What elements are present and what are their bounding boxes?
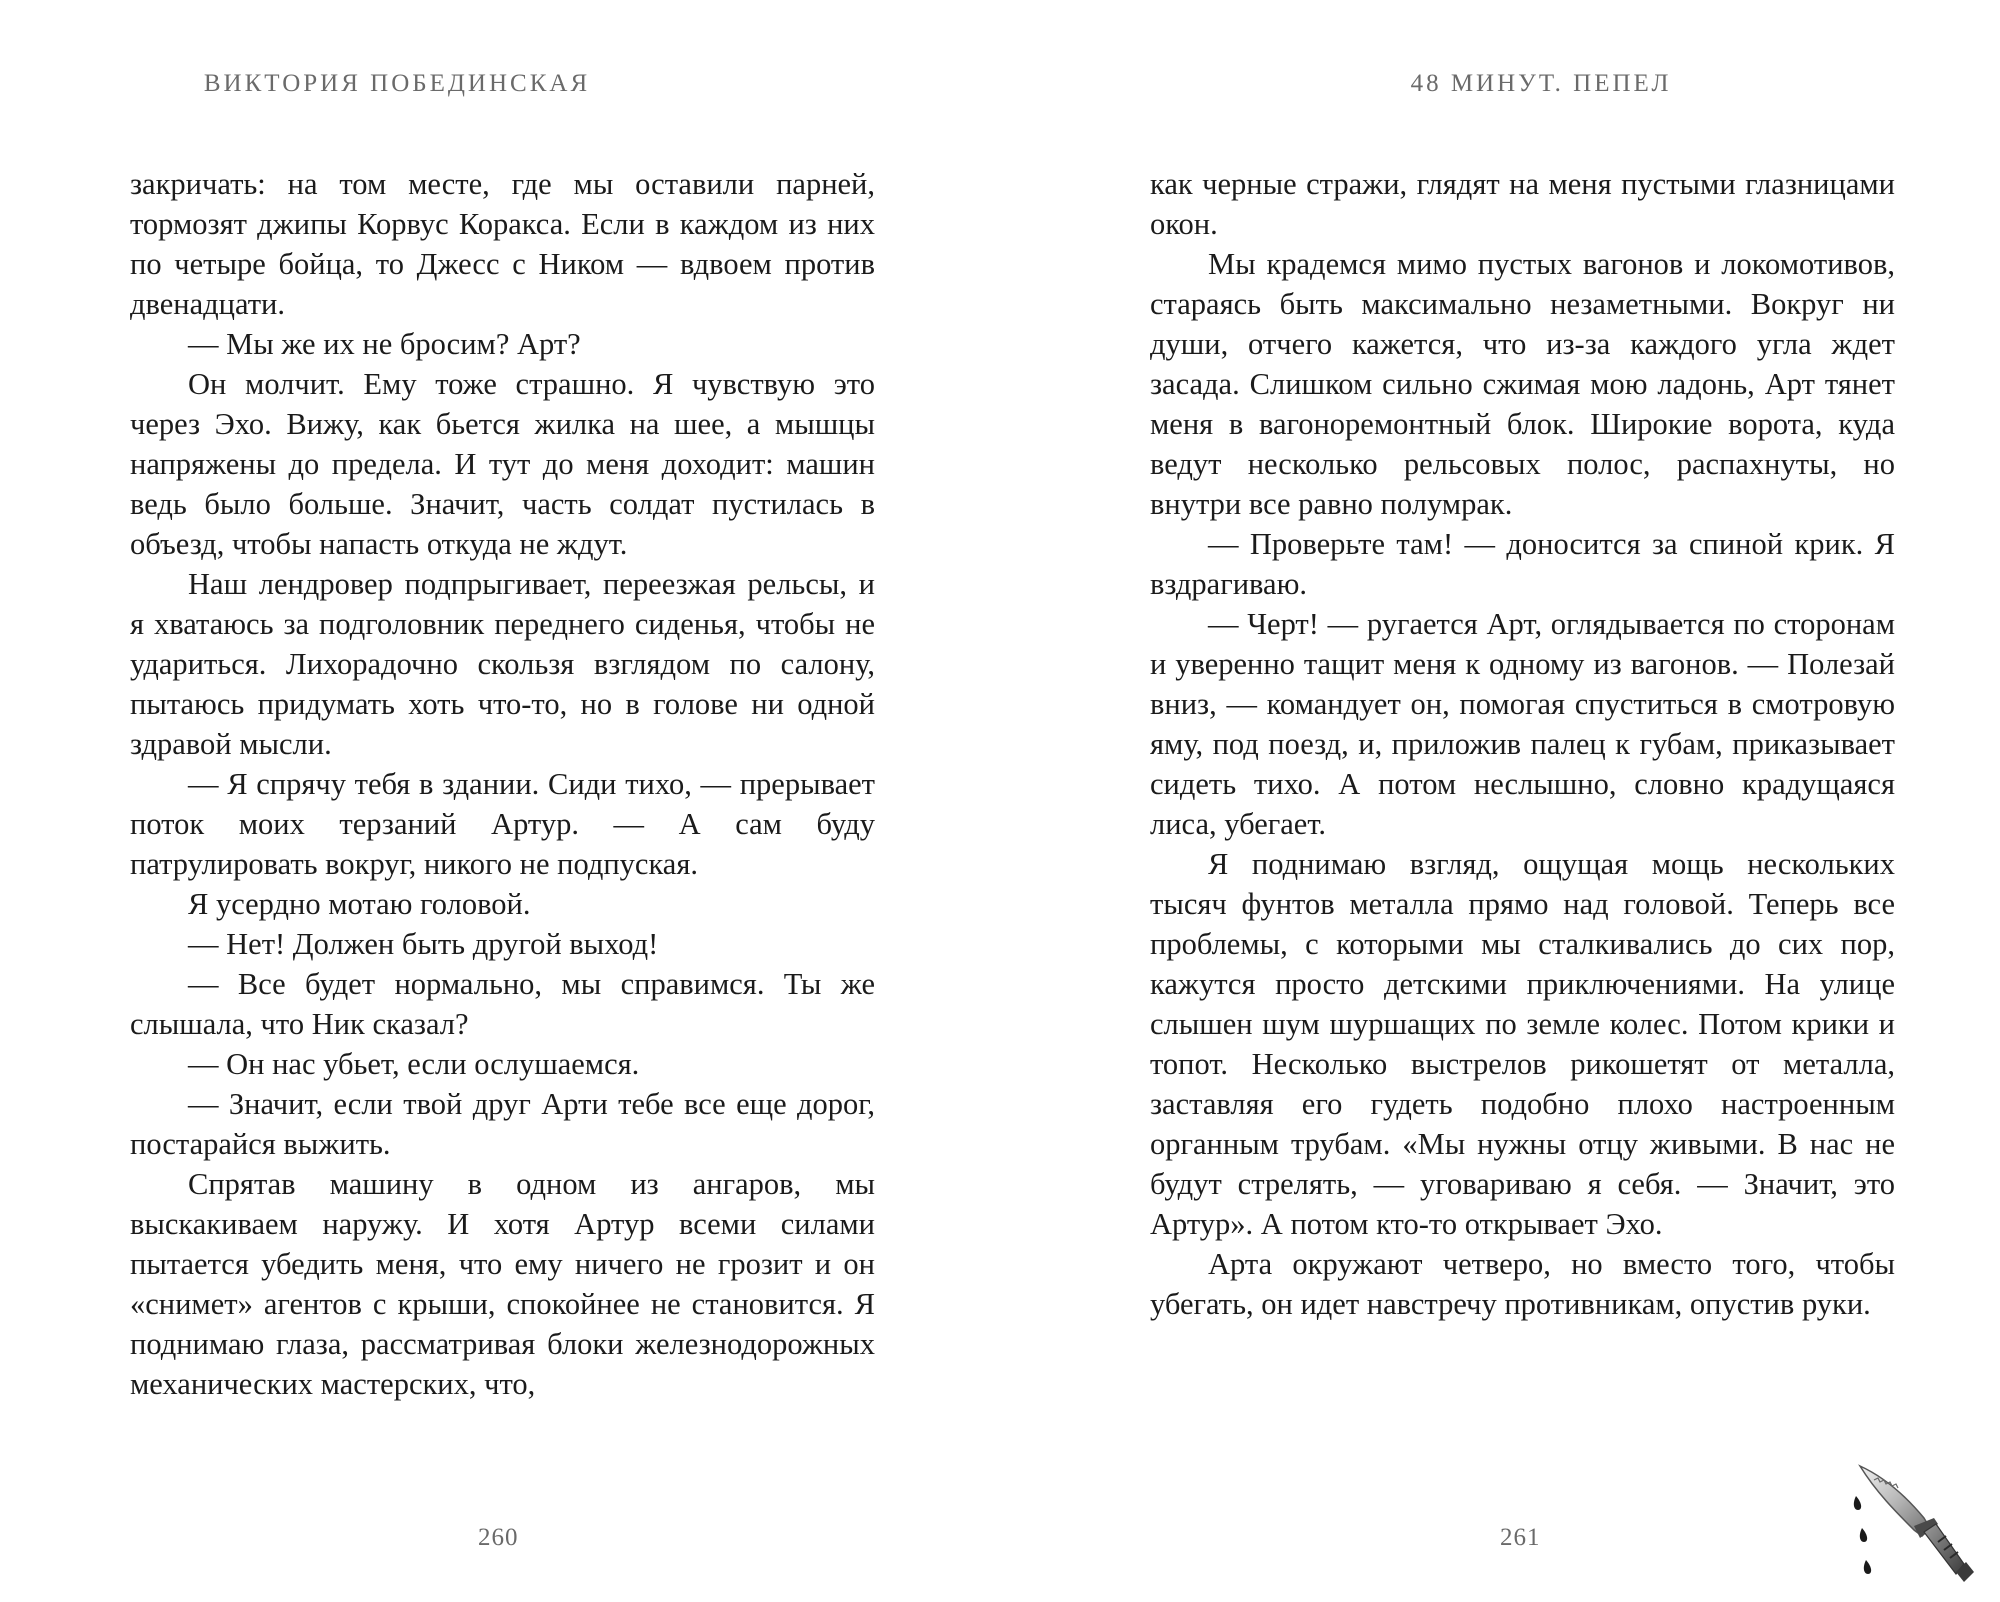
right-page-text [1150,164,1895,1324]
paragraph: Наш лендровер подпрыгивает, переезжая рельсы, и я хватаюсь за подголовник переднего сиденья, чтобы не удариться. Лихорадочно скользя взглядом по салону, пытаюсь придумать хоть что-то, но в голове ни одной здравой мысли. [130,567,875,761]
paragraph: Спрятав машину в одном из ангаров, мы выскакиваем наружу. И хотя Артур всеми силами пытается убедить меня, что ему ничего не грозит и он «снимет» агентов с крыши, спокойнее не становится. Я поднимаю глаза, рассматривая блоки железнодорожных механических мастерских, что, [130,1167,875,1401]
paragraph: — Значит, если твой друг Арти тебе все еще дорог, постарайся выжить. [130,1087,875,1161]
paragraph: Он молчит. Ему тоже страшно. Я чувствую это через Эхо. Вижу, как бьется жилка на шее, а мышцы напряжены до предела. И тут до меня доходит: машин ведь было больше. Значит, часть солдат пустилась в объезд, чтобы напасть откуда не ждут. [130,367,875,561]
knife-icon [1852,1462,1982,1602]
paragraph: — Все будет нормально, мы справимся. Ты же слышала, что Ник сказал? [130,967,875,1041]
paragraph: — Он нас убьет, если ослушаемся. [188,1047,640,1081]
left-page-text [130,164,875,1404]
page-number: 260 [478,1524,519,1551]
running-head-author: ВИКТОРИЯ ПОБЕДИНСКАЯ [203,70,591,97]
paragraph: — Проверьте там! — доносится за спиной крик. Я вздрагиваю. [1150,527,1895,601]
paragraph: — Мы же их не бросим? Арт? [188,327,581,361]
paragraph: Мы крадемся мимо пустых вагонов и локомотивов, стараясь быть максимально незаметными. Вокруг ни души, отчего кажется, что из-за каждого угла ждет засада. Слишком сильно сжимая мою ладонь, Арт тянет меня в вагоноремонтный блок. Широкие ворота, куда ведут несколько рельсовых полос, распахнуты, но внутри все равно полумрак. [1150,247,1895,521]
paragraph: Я поднимаю взгляд, ощущая мощь нескольких тысяч фунтов металла прямо над головой. Теперь все проблемы, с которыми мы сталкивались до сих пор, кажутся просто детскими приключениями. На улице слышен шум шуршащих по земле колес. Потом крики и топот. Несколько выстрелов рикошетят от металла, заставляя его гудеть подобно плохо настроенным органным трубам. «Мы нужны отцу живыми. В нас не будут стрелять, — уговариваю я себя. — Значит, это Артур». А потом кто-то открывает Эхо. [1150,847,1895,1241]
paragraph: — Я спрячу тебя в здании. Сиди тихо, — прерывает поток моих терзаний Артур. — А сам буду патрулировать вокруг, никого не подпуская. [130,767,875,881]
page-number: 261 [1500,1524,1541,1551]
running-head-title: 48 МИНУТ. ПЕПЕЛ [1410,70,1672,97]
paragraph: закричать: на том месте, где мы оставили парней, тормозят джипы Корвус Коракса. Если в каждом из них по четыре бойца, то Джесс с Ником — вдвоем против двенадцати. [130,167,875,321]
left-page [0,0,1000,1600]
paragraph: Я усердно мотаю головой. [188,887,531,921]
right-page [1000,0,2000,1600]
paragraph: как черные стражи, глядят на меня пустыми глазницами окон. [1150,167,1895,241]
paragraph: Арта окружают четверо, но вместо того, чтобы убегать, он идет навстречу противникам, опустив руки. [1150,1247,1895,1321]
paragraph: — Черт! — ругается Арт, оглядывается по сторонам и уверенно тащит меня к одному из вагонов. — Полезай вниз, — командует он, помогая спуститься в смотровую яму, под поезд, и, приложив палец к губам, приказывает сидеть тихо. А потом неслышно, словно крадущаяся лиса, убегает. [1150,607,1895,841]
paragraph: — Нет! Должен быть другой выход! [188,927,659,961]
